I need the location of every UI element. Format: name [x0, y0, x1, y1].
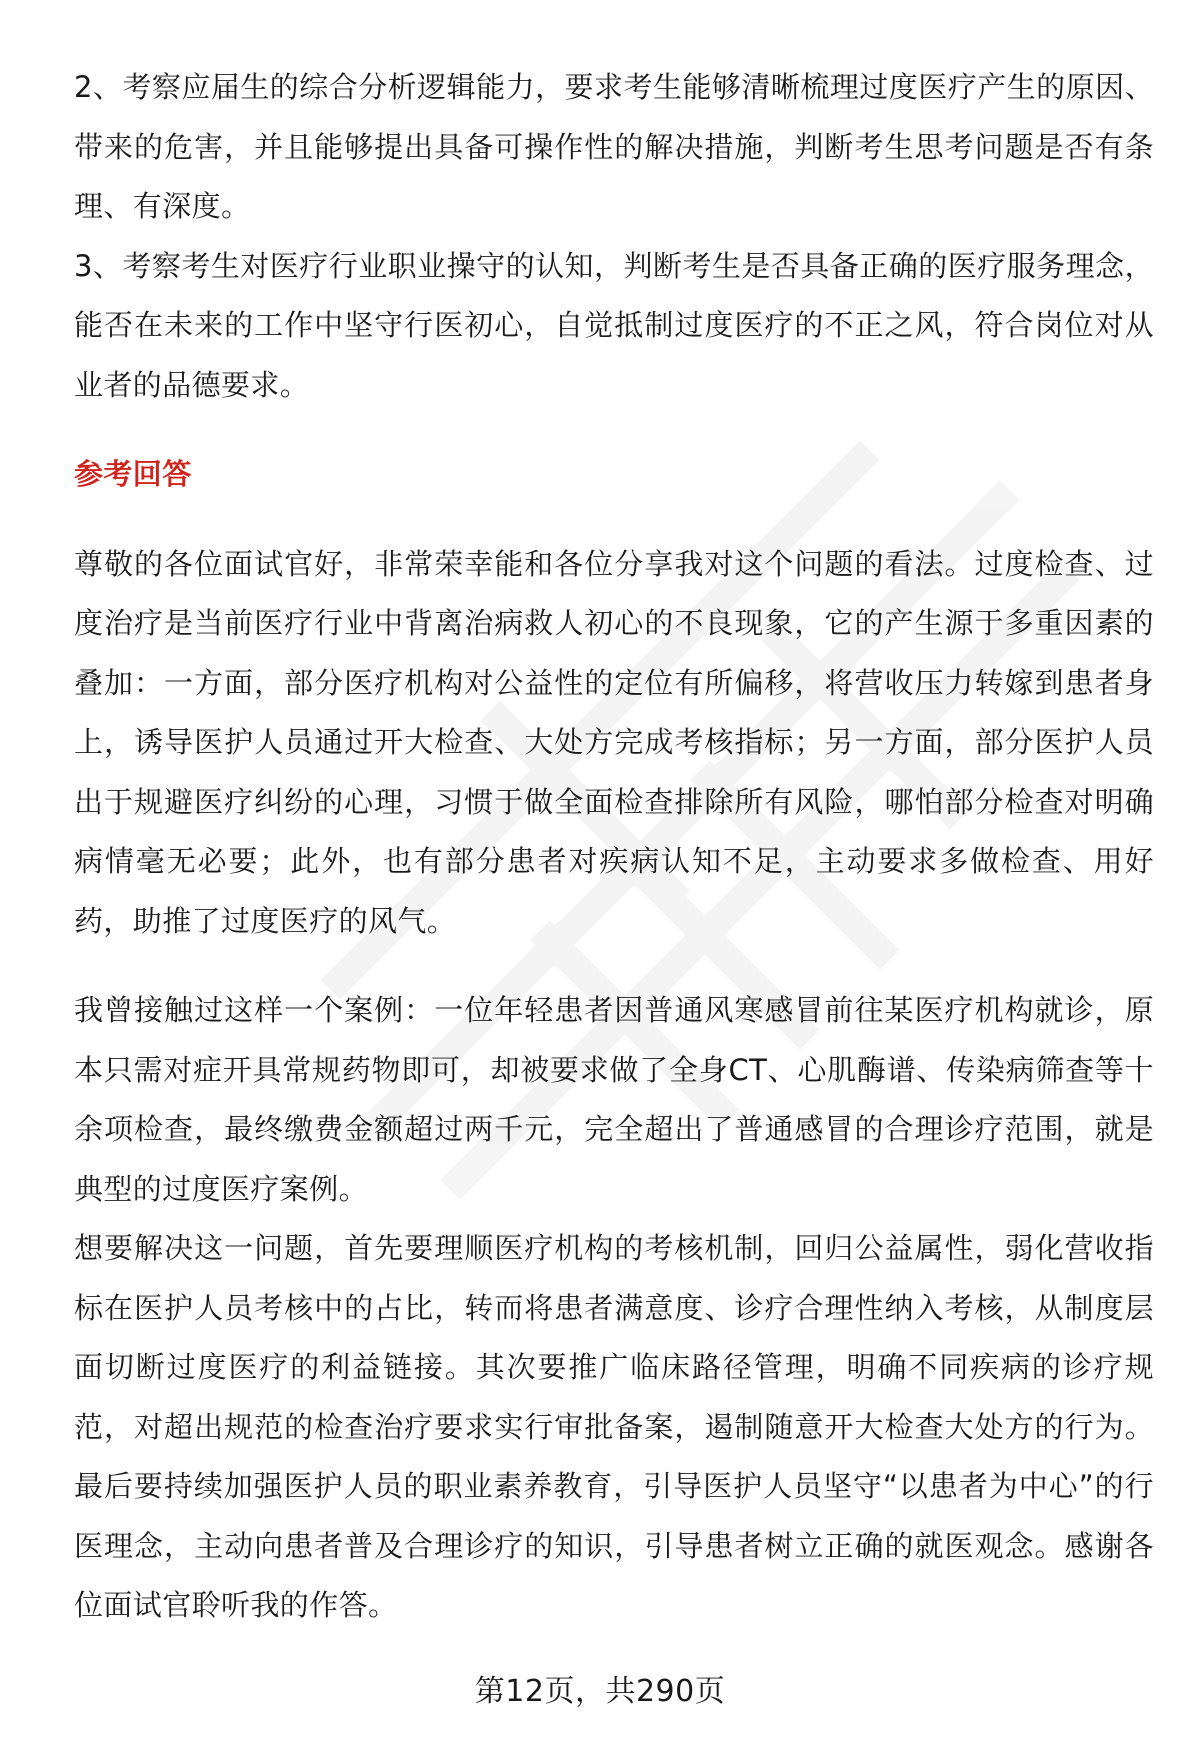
assessment-point-2: 2、考察应届生的综合分析逻辑能力，要求考生能够清晰梳理过度医疗产生的原因、带来的危害，并且能够提出具备可操作性的解决措施，判断考生思考问题是否有条理、有深度。	[74, 70, 1154, 223]
reference-answer-heading: 参考回答	[74, 457, 192, 491]
assessment-point-3: 3、考察考生对医疗行业职业操守的认知，判断考生是否具备正确的医疗服务理念，能否在未来的工作中坚守行医初心，自觉抵制过度医疗的不正之风，符合岗位对从业者的品德要求。	[74, 248, 1154, 402]
answer-paragraph-solution: 想要解决这一问题，首先要理顺医疗机构的考核机制，回归公益属性，弱化营收指标在医护人员考核中的占比，转而将患者满意度、诊疗合理性纳入考核，从制度层面切断过度医疗的利益链接。其次要推广临床路径管理，明确不同疾病的诊疗规范，对超出规范的检查治疗要求实行审批备案，遏制随意开大检查大处方的行为。最后要持续加强医护人员的职业素养教育，引导医护人员坚守“以患者为中心”的行医理念，主动向患者普及合理诊疗的知识，引导患者树立正确的就医观念。感谢各位面试官聆听我的作答。	[74, 1231, 1154, 1622]
paragraph-spacer	[74, 951, 1154, 981]
main-content	[74, 58, 1154, 1636]
answer-paragraph-case: 我曾接触过这样一个案例：一位年轻患者因普通风寒感冒前往某医疗机构就诊，原本只需对症开具常规药物即可，却被要求做了全身CT、心肌酶谱、传染病筛查等十余项检查，最终缴费金额超过两千元，完全超出了普通感冒的合理诊疗范围，就是典型的过度医疗案例。	[74, 993, 1154, 1206]
section-spacer	[74, 415, 1154, 445]
section-spacer	[74, 505, 1154, 535]
answer-paragraph-intro: 尊敬的各位面试官好，非常荣幸能和各位分享我对这个问题的看法。过度检查、过度治疗是当前医疗行业中背离治病救人初心的不良现象，它的产生源于多重因素的叠加：一方面，部分医疗机构对公益性的定位有所偏移，将营收压力转嫁到患者身上，诱导医护人员通过开大检查、大处方完成考核指标；另一方面，部分医护人员出于规避医疗纠纷的心理，习惯于做全面检查排除所有风险，哪怕部分检查对明确病情毫无必要；此外，也有部分患者对疾病认知不足，主动要求多做检查、用好药，助推了过度医疗的风气。	[74, 546, 1154, 938]
page-number-footer: 第12页，共290页	[474, 1674, 726, 1709]
